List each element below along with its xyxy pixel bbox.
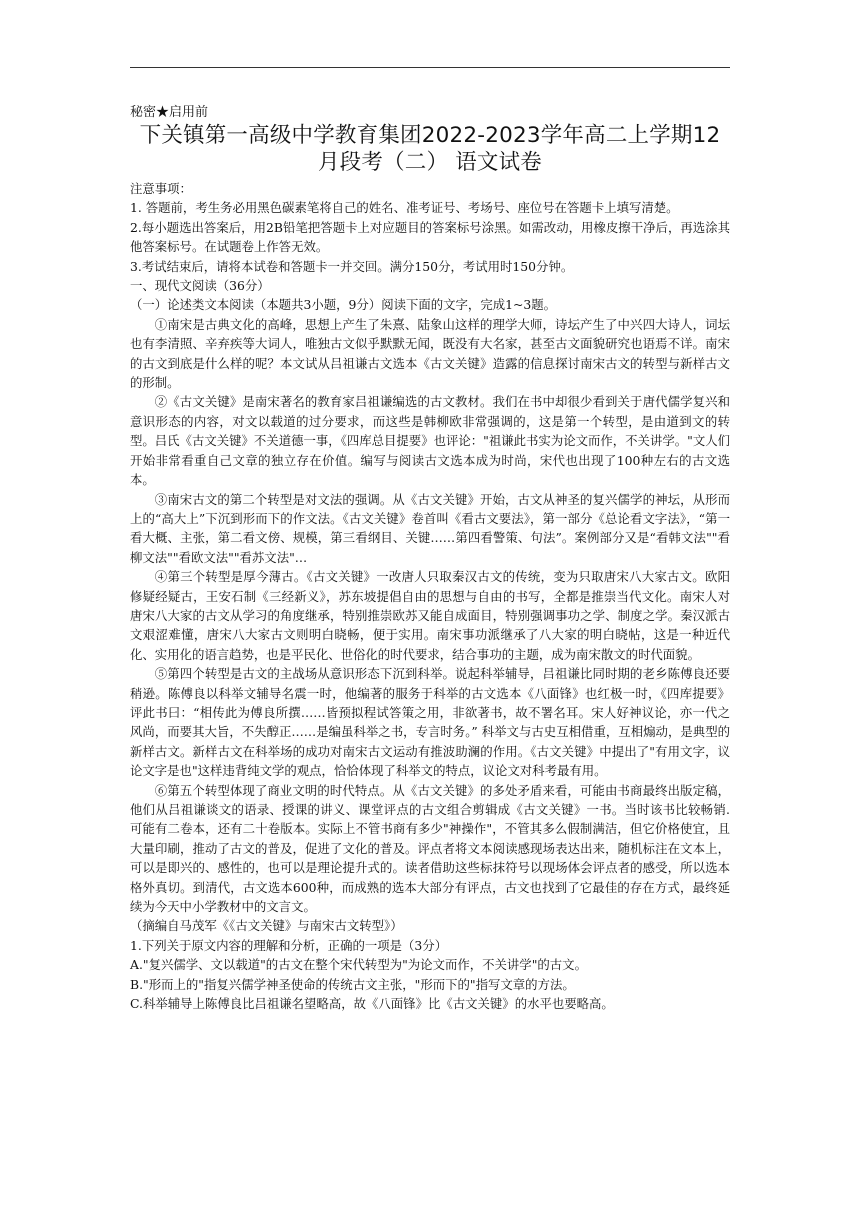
passage-paragraph-4: ④第三个转型是厚今薄古。《古文关键》一改唐人只取秦汉古文的传统，变为只取唐宋八大家古文。欧阳修疑经疑古，王安石制《三经新义》，苏东坡提倡自由的思想与自由的书写，全都是推崇当代文化。南宋人对唐宋八大家的古文从学习的角度继承，特别推崇欧苏又能自成面目，特别强调事功之学、制度之学。秦汉派古文艰涩难懂，唐宋八大家古文则明白晓畅，便于实用。南宋事功派继承了八大家的明白晓帖，这是一种近代化、实用化的语言趋势，也是平民化、世俗化的时代要求，结合事功的主题，成为南宋散文的时代面貌。 [130, 569, 730, 662]
passage-paragraph-2: ②《古文关键》是南宋著名的教育家吕祖谦编选的古文教材。我们在书中却很少看到关于唐代儒学复兴和意识形态的内容，对文以载道的过分要求，而这些是韩柳欧非常强调的，这是第一个转型，是由道到文的转型。吕氏《古文关键》不关道德一事，《四库总目提要》也评论："祖谦此书实为论文而作，不关讲学。"文人们开始非常看重自己文章的独立存在价值。编写与阅读古文选本成为时尚，宋代也出现了100种左右的古文选本。 [130, 394, 730, 488]
passage-paragraph-6: ⑥第五个转型体现了商业文明的时代特点。从《古文关键》的多处矛盾来看，可能由书商最终出版定稿，他们从吕祖谦谈文的语录、授课的讲义、课堂评点的古文组合剪辑成《古文关键》一书。当时该书比较畅销. 可能有二卷本，还有二十卷版本。实际上不管书商有多少"神操作"，不管其多么假制满洁，但它价格使宜，且大量印刷，推动了古文的普及，促进了文化的普及。评点者将文本阅读感现场表达出来，随机标注在文本上，可以是即兴的、感性的，也可以是理论提升式的。读者借助这些标抹符号以现场体会评点者的感受，所以选本格外真切。到清代，古文选本600种，而成熟的选本大部分有评点，古文也找到了它最佳的存在方式，最终延续为今天中小学教材中的文言文。 [130, 782, 730, 915]
notice-item: 3.考试结束后，请将本试卷和答题卡一并交回。满分150分，考试用时150分钟。 [130, 258, 574, 274]
question-1-stem: 1.下列关于原文内容的理解和分析，正确的一项是（3分） [130, 937, 448, 953]
notice-heading: 注意事项： [130, 181, 192, 196]
notice-item: 2.每小题选出答案后，用2B铅笔把答题卡上对应题目的答案标号涂黑。如需改动，用橡皮擦干净后，再选涂其他答案标号。在试题卷上作答无效。 [130, 219, 730, 255]
header-rule [130, 67, 730, 68]
section-heading: 一、现代文阅读（36分） [130, 278, 270, 294]
page-content [130, 104, 730, 1013]
passage-source: （摘编自马茂军《《古文关键》与南宋古文转型》） [130, 918, 403, 934]
passage-paragraph-3: ③南宋古文的第二个转型是对文法的强调。从《古文关键》开始，古文从神圣的复兴儒学的神坛，从形而上的“高大上”下沉到形而下的作文法。《古文关键》卷首叫《看古文要法》，第一部分《总论看文字法》，“第一看大概、主张，第二看文傍、规模，第三看纲目、关键……第四看警策、句法”。案例部分又是“看韩文法""看柳文法""看欧文法""看苏文法"… [130, 491, 730, 565]
notice-item: 1. 答题前，考生务必用黑色碳素笔将自己的姓名、准考证号、考场号、座位号在答题卡上填写清楚。 [130, 200, 679, 216]
exam-title-line-1: 下关镇第一高级中学教育集团2022-2023学年高二上学期12 [139, 123, 721, 148]
subsection-heading: （一）论述类文本阅读（本题共3小题，9分）阅读下面的文字，完成1~3题。 [130, 297, 557, 313]
question-1-option-b: B."形而上的"指复兴儒学神圣使命的传统古文主张，"形而下的"指写文章的方法。 [130, 976, 575, 992]
secret-mark: 秘密★启用前 [130, 105, 209, 120]
passage-paragraph-1: ①南宋是古典文化的高峰，思想上产生了朱熹、陆象山这样的理学大师，诗坛产生了中兴四大诗人，词坛也有李清照、辛弃疾等大词人，唯独古文似乎默默无闻，既没有大名家，甚至古文面貌研究也语焉不详。南宋的古文到底是什么样的呢？本文试从吕祖谦古文选本《古文关键》造露的信息探讨南宋古文的转型与新样古文的形制。 [130, 316, 730, 391]
question-1-option-a: A."复兴儒学、文以载道"的古文在整个宋代转型为"为论文而作，不关讲学"的古文。 [130, 957, 587, 973]
passage-paragraph-5: ⑤第四个转型是古文的主战场从意识形态下沉到科举。说起科举辅导，吕祖谦比同时期的老乡陈傅良还要稍逊。陈傅良以科举文辅导名震一时，他编著的服务于科举的古文选本《八面锋》也红极一时，《四库提要》评此书曰：“相传此为傅良所撰……皆预拟程试答策之用，非欲著书，故不署名耳。宋人好神议论，亦一代之风尚，而要其大旨，不失醇正……是编虽科举之书，专言时务。” 科举文与古史互相借重，互相煽动，是典型的新样古文。新样古文在科举场的成功对南宋古文运动有推波助澜的作用。《古文关键》中提出了"有用文字，议论文字是也"这样违背纯文学的观点，恰恰体现了科举文的特点，议论文对科考最有用。 [130, 666, 730, 779]
exam-title-line-2: 月段考（二） 语文试卷 [317, 150, 543, 175]
question-1-option-c: C.科举辅导上陈傅良比吕祖谦名望略高，故《八面锋》比《古文关键》的水平也要略高。 [130, 996, 614, 1012]
